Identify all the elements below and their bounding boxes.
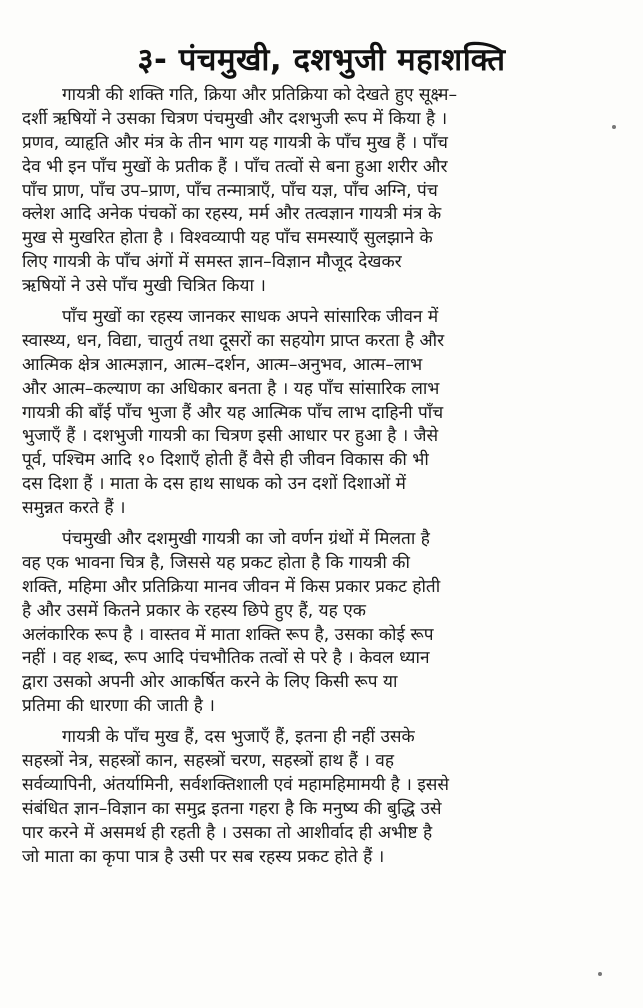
text-line: प्रतिमा की धारणा की जाती है । xyxy=(22,696,215,717)
text-line: समुन्नत करते हैं । xyxy=(22,498,126,519)
text-line: अलंकारिक रूप है । वास्तव में माता शक्ति रूप है, उसका कोई रूप xyxy=(22,624,434,645)
text-line: भुजाएँ हैं । दशभुजी गायत्री का चित्रण इसी आधार पर हुआ है । जैसे xyxy=(22,426,439,447)
scan-speck xyxy=(612,125,616,129)
scan-speck xyxy=(598,972,602,976)
text-line: सहस्त्रों नेत्र, सहस्त्रों कान, सहस्त्रों चरण, सहस्त्रों हाथ हैं । वह xyxy=(22,751,394,772)
text-line: जो माता का कृपा पात्र है उसी पर सब रहस्य प्रकट होते हैं । xyxy=(22,846,385,867)
text-line: प्रणव, व्याहृति और मंत्र के तीन भाग यह गायत्री के पाँच मुख हैं । पाँच xyxy=(22,132,448,153)
text-line: गायत्री के पाँच मुख हैं, दस भुजाएँ हैं, इतना ही नहीं उसके xyxy=(62,727,415,748)
text-line: सर्वव्यापिनी, अंतर्यामिनी, सर्वशक्तिशाली एवं महामहिमामयी है । इससे xyxy=(22,774,450,795)
text-line: शक्ति, महिमा और प्रतिक्रिया मानव जीवन में किस प्रकार प्रकट होती xyxy=(22,576,441,597)
text-line: गायत्री की बाँई पाँच भुजा हैं और यह आत्मिक पाँच लाभ दाहिनी पाँच xyxy=(22,402,444,423)
text-line: नहीं । वह शब्द, रूप आदि पंचभौतिक तत्वों से परे है । केवल ध्यान xyxy=(22,648,430,669)
text-line: पार करने में असमर्थ ही रहती है । उसका तो आशीर्वाद ही अभीष्ट है xyxy=(22,822,433,843)
text-line: दस दिशा हैं । माता के दस हाथ साधक को उन दशों दिशाओं में xyxy=(22,474,406,495)
text-line: और आत्म–कल्याण का अधिकार बनता है । यह पाँच सांसारिक लाभ xyxy=(22,378,440,399)
text-line: संबंधित ज्ञान–विज्ञान का समुद्र इतना गहरा है कि मनुष्य की बुद्धि उसे xyxy=(22,798,442,819)
text-line: गायत्री की शक्ति गति, क्रिया और प्रतिक्रिया को देखते हुए सूक्ष्म– xyxy=(62,85,458,105)
body-text xyxy=(22,84,612,877)
page-title: ३- पंचमुखी, दशभुजी महाशक्ति xyxy=(137,42,506,78)
text-line: मुख से मुखरित होता है । विश्वव्यापी यह पाँच समस्याएँ सुलझाने के xyxy=(22,228,433,249)
text-line: पाँच प्राण, पाँच उप–प्राण, पाँच तन्मात्राएँ, पाँच यज्ञ, पाँच अग्नि, पंच xyxy=(22,180,438,201)
paragraph-4 xyxy=(22,726,612,869)
text-line: वह एक भावना चित्र है, जिससे यह प्रकट होता है कि गायत्री की xyxy=(22,552,410,573)
text-line: आत्मिक क्षेत्र आत्मज्ञान, आत्म–दर्शन, आत्म–अनुभव, आत्म–लाभ xyxy=(22,354,423,375)
text-line: दर्शी ऋषियों ने उसका चित्रण पंचमुखी और दशभुजी रूप में किया है । xyxy=(22,108,448,129)
text-line: स्वास्थ्य, धन, विद्या, चातुर्य तथा दूसरों का सहयोग प्राप्त करता है और xyxy=(22,330,445,351)
text-line: पंचमुखी और दशमुखी गायत्री का जो वर्णन ग्रंथों में मिलता है xyxy=(62,529,430,550)
text-line: लिए गायत्री के पाँच अंगों में समस्त ज्ञान–विज्ञान मौजूद देखकर xyxy=(22,252,402,273)
text-line: क्लेश आदि अनेक पंचकों का रहस्य, मर्म और तत्वज्ञान गायत्री मंत्र के xyxy=(22,204,442,225)
paragraph-3 xyxy=(22,528,612,719)
text-line: है और उसमें कितने प्रकार के रहस्य छिपे हुए हैं, यह एक xyxy=(22,600,366,621)
text-line: द्वारा उसको अपनी ओर आकर्षित करने के लिए किसी रूप या xyxy=(22,672,398,693)
text-line: पूर्व, पश्चिम आदि १० दिशाएँ होती हैं वैसे ही जीवन विकास की भी xyxy=(22,450,429,471)
paragraph-2 xyxy=(22,306,612,521)
text-line: पाँच मुखों का रहस्य जानकर साधक अपने सांसारिक जीवन में xyxy=(62,307,439,328)
text-line: ऋषियों ने उसे पाँच मुखी चित्रित किया । xyxy=(22,276,266,297)
text-line: देव भी इन पाँच मुखों के प्रतीक हैं । पाँच तत्वों से बना हुआ शरीर और xyxy=(22,156,448,177)
paragraph-1 xyxy=(22,84,612,299)
